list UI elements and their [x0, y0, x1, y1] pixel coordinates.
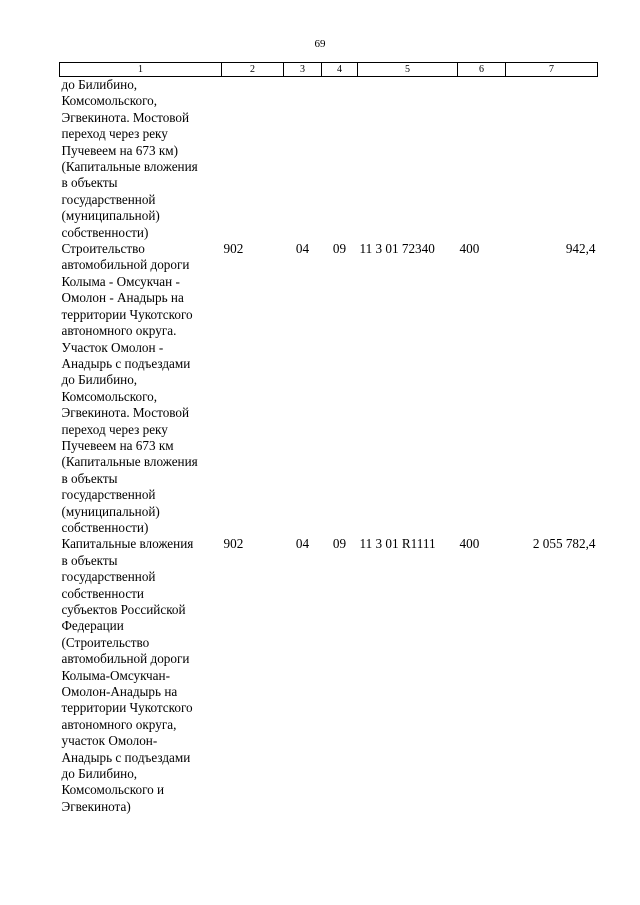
- row-subsection: 09: [332, 536, 347, 552]
- row-section: [284, 77, 322, 242]
- budget-table: [59, 62, 598, 815]
- column-header-1: 1: [60, 63, 222, 77]
- row-name: Капитальные вложения в объекты государственной собственности субъектов Российской Федерации (Строительство автомобильной дороги Колыма-Омсукчан- Омолон-Анадырь на территории Чукотского автономного округа, участок Омолон- Анадырь с подъездами до Билибино, Комсомольского и Эгвекинота): [61, 536, 194, 814]
- row-ministry: 902: [223, 241, 244, 257]
- row-target: 11 3 01 R1111: [359, 536, 436, 552]
- row-ministry: [222, 77, 284, 242]
- row-amount: [506, 77, 598, 242]
- row-subsection: 09: [332, 241, 347, 257]
- column-header-4: 4: [322, 63, 358, 77]
- row-section: 04: [295, 241, 310, 257]
- row-name: до Билибино, Комсомольского, Эгвекинота. Мостовой переход через реку Пучевеем на 673 км) (Капитальные вложения в объекты государственной (муниципальной) собственности): [61, 77, 198, 240]
- table-row: [60, 77, 598, 242]
- row-target: [358, 77, 458, 242]
- row-target: 11 3 01 72340: [359, 241, 435, 257]
- table-row: [60, 241, 598, 536]
- column-header-7: 7: [506, 63, 598, 77]
- row-name: Строительство автомобильной дороги Колыма - Омсукчан - Омолон - Анадырь на территории Чукотского автономного округа. Участок Омолон - Анадырь с подъездами до Билибино, Комсомольского, Эгвекинота. Мостовой переход через реку Пучевеем на 673 км (Капитальные вложения в объекты государственной (муниципальной) собственности): [61, 241, 198, 535]
- row-expense-type: 400: [459, 241, 480, 257]
- page-number: 69: [314, 38, 326, 50]
- row-section: 04: [295, 536, 310, 552]
- row-amount: 942,4: [565, 241, 596, 257]
- column-header-6: 6: [458, 63, 506, 77]
- row-ministry: 902: [223, 536, 244, 552]
- column-header-3: 3: [284, 63, 322, 77]
- column-header-5: 5: [358, 63, 458, 77]
- header-row: [60, 63, 598, 77]
- column-header-2: 2: [222, 63, 284, 77]
- table-row: [60, 536, 598, 815]
- row-expense-type: [458, 77, 506, 242]
- row-amount: 2 055 782,4: [532, 536, 596, 552]
- row-expense-type: 400: [459, 536, 480, 552]
- row-subsection: [322, 77, 358, 242]
